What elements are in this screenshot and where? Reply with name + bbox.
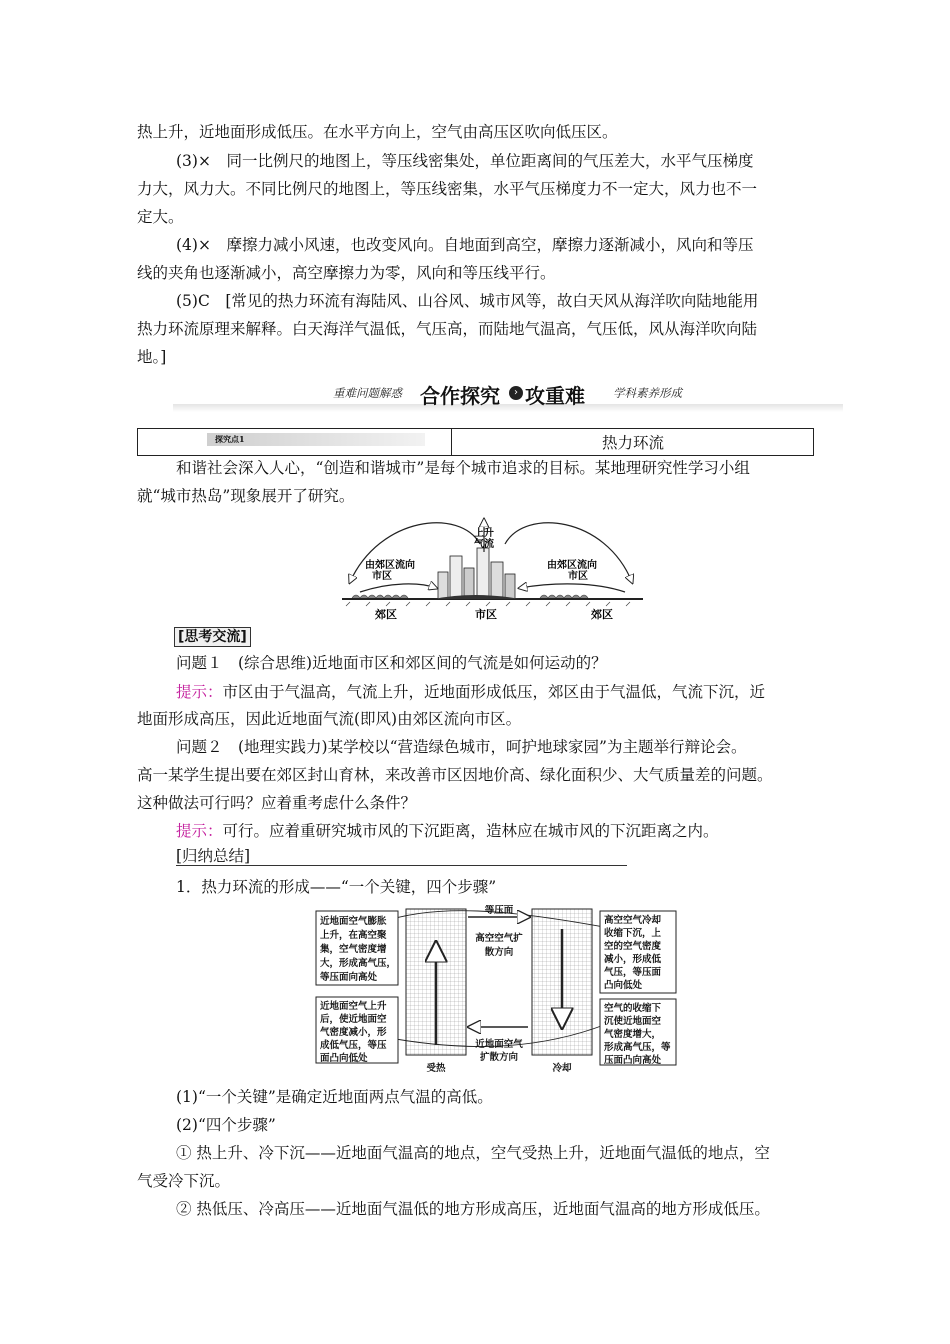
tl-text-4: 大，形成高气压，: [320, 958, 397, 969]
answer-5-line2: 热力环流原理来解释。白天海洋气温低，气压高，而陆地气温高，气压低，风从海洋吹向陆: [137, 320, 758, 338]
question-1: 问题１ (综合思维)近地面市区和郊区间的气流是如何运动的？: [176, 654, 607, 672]
answer-3-line2: 力大，风力大。不同比例尺的地图上，等压线密集，水平气压梯度力不一定大，风力也不一: [137, 180, 758, 198]
banner-band: [173, 404, 843, 412]
banner-title-b: 攻重难: [525, 384, 585, 408]
heated-label: 受热: [426, 1063, 446, 1074]
answer-5-line1: (5)C [常见的热力环流有海陆风、山谷风、城市风等，故白天风从海洋吹向陆地能用: [176, 292, 759, 310]
intro-line2: 就“城市热岛”现象展开了研究。: [137, 487, 355, 505]
ground-label-right: 郊区: [591, 608, 613, 621]
bl-text-4: 成低气压，等压: [320, 1040, 387, 1051]
section-tag: 探究点1: [207, 433, 425, 446]
banner-arrow-icon: ›: [509, 386, 523, 400]
summary-label: [归纳总结]: [176, 847, 627, 866]
tr-text-6: 凸向低处: [604, 980, 643, 991]
answer-3-line1: (3)× 同一比例尺的地图上，等压线密集处，单位距离间的气压差大，水平气压梯度: [176, 152, 754, 170]
bottom-line-1: (1)“一个关键”是确定近地面两点气温的高低。: [176, 1088, 493, 1106]
answer-5-line3: 地。]: [137, 348, 167, 366]
intro-line1: 和谐社会深入人心，“创造和谐城市”是每个城市追求的目标。某地理研究性学习小组: [176, 459, 750, 477]
bottom-line-2: (2)“四个步骤”: [176, 1116, 276, 1134]
tr-text-2: 收缩下沉，上: [604, 928, 662, 939]
ground-label-mid: 市区: [475, 608, 497, 621]
tl-text-2: 上升，在高空聚: [320, 930, 387, 941]
heat-island-diagram: [340, 512, 645, 624]
tl-text-5: 等压面向高处: [320, 972, 378, 983]
br-text-2: 沉使近地面空: [604, 1016, 662, 1027]
tr-text-3: 空的空气密度: [604, 941, 662, 952]
lower-diffusion-label-2: 扩散方向: [479, 1052, 519, 1063]
upper-diffusion-label-2: 散方向: [484, 947, 514, 958]
bl-text-3: 气密度减小，形: [320, 1027, 387, 1038]
rise-label-1: 上升: [474, 528, 494, 539]
think-discuss-label: [思考交流]: [174, 627, 251, 647]
question-2-line1: 问题２ (地理实践力)某学校以“营造绿色城市，呵护地球家园”为主题举行辩论会。: [176, 738, 747, 756]
bottom-line-3b: 气受冷下沉。: [137, 1172, 231, 1190]
br-text-1: 空气的收缩下: [604, 1003, 662, 1014]
left-flow-label-1: 由郊区流向: [365, 560, 415, 571]
bottom-line-4: ② 热低压、冷高压——近地面气温低的地方形成高压，近地面气温高的地方形成低压。: [176, 1200, 770, 1218]
lower-diffusion-label-1: 近地面空气: [475, 1039, 523, 1050]
right-flow-label-1: 由郊区流向: [547, 560, 597, 571]
bottom-line-3a: ① 热上升、冷下沉——近地面气温高的地点，空气受热上升，近地面气温低的地点，空: [176, 1144, 770, 1162]
tr-text-4: 减小，形成低: [604, 954, 662, 965]
question-2-line3: 这种做法可行吗？应着重考虑什么条件？: [137, 794, 417, 812]
cooled-label: 冷却: [552, 1063, 572, 1074]
banner-right-caption: 学科素养形成: [613, 386, 682, 400]
section-banner: [173, 380, 843, 414]
bl-text-1: 近地面空气上升: [320, 1001, 387, 1012]
hint-1-line1: [176, 682, 765, 702]
bl-text-2: 后，使近地面空: [320, 1014, 387, 1025]
paragraph-line: 热上升，近地面形成低压。在水平方向上，空气由高压区吹向低压区。: [137, 123, 618, 141]
left-flow-label-2: 市区: [372, 571, 392, 582]
section-header-table: [137, 428, 814, 456]
answer-4-line2: 线的夹角也逐渐减小，高空摩擦力为零，风向和等压线平行。: [137, 264, 556, 282]
hint-2-text: 可行。应着重研究城市风的下沉距离，造林应在城市风的下沉距离之内。: [222, 822, 719, 840]
br-text-3: 气密度增大，: [604, 1029, 662, 1040]
tl-text-3: 集，空气密度增: [320, 944, 387, 955]
question-2-line2: 高一某学生提出要在郊区封山育林，来改善市区因地价高、绿化面积少、大气质量差的问题。: [137, 766, 773, 784]
thermal-circulation-diagram: [314, 905, 678, 1075]
banner-left-caption: 重难问题解惑: [333, 386, 402, 400]
answer-3-line3: 定大。: [137, 208, 184, 226]
answer-4-line1: (4)× 摩擦力减小风速，也改变风向。自地面到高空，摩擦力逐渐减小，风向和等压: [176, 236, 754, 254]
isobar-label: 等压面: [484, 905, 514, 916]
br-text-5: 压面凸向高处: [604, 1055, 662, 1066]
hint-label: 提示：: [176, 822, 223, 840]
tl-text-1: 近地面空气膨胀: [320, 916, 387, 927]
right-flow-label-2: 市区: [568, 571, 588, 582]
rise-label-2: 气流: [474, 539, 494, 550]
upper-diffusion-label-1: 高空空气扩: [475, 933, 523, 944]
hint-1-text: 市区由于气温高，气流上升，近地面形成低压，郊区由于气温低，气流下沉，近: [222, 683, 766, 701]
br-text-4: 形成高气压，等: [604, 1042, 671, 1053]
section-title: 热力环流: [601, 434, 664, 452]
tr-text-5: 气压，等压面: [604, 967, 662, 978]
hint-2-line: [176, 821, 719, 841]
summary-item-1: 1．热力环流的形成——“一个关键，四个步骤”: [176, 878, 497, 896]
tr-text-1: 高空空气冷却: [604, 915, 662, 926]
ground-label-left: 郊区: [375, 608, 397, 621]
banner-title-a: 合作探究: [420, 384, 500, 408]
hint-label: 提示：: [176, 683, 223, 701]
hint-1-line2: 地面形成高压，因此近地面气流(即风)由郊区流向市区。: [137, 710, 522, 728]
bl-text-5: 面凸向低处: [320, 1053, 368, 1064]
